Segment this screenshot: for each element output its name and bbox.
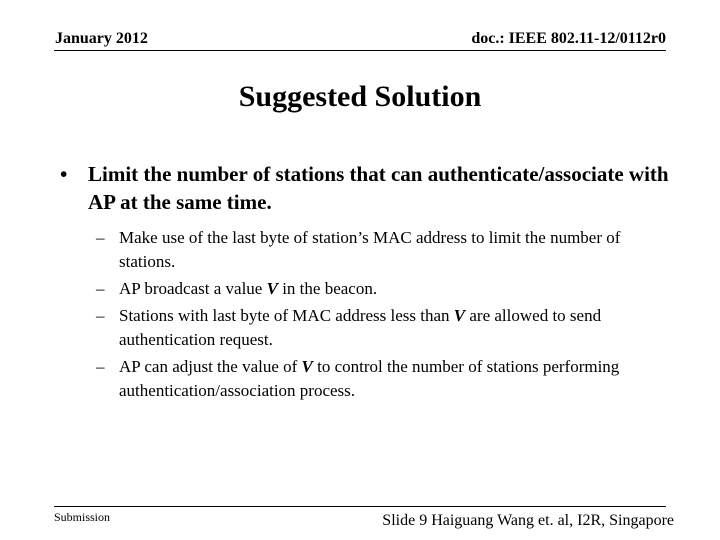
sub-bullet [96,304,670,352]
sub-bullet-text: AP broadcast a value V in the beacon. [119,279,378,298]
slide-title: Suggested Solution [238,80,482,113]
sub-bullet-marker: – [96,228,105,247]
variable-v: V [266,279,278,298]
variable-v: V [301,357,313,376]
header-doc-id: doc.: IEEE 802.11-12/0112r0 [471,30,666,47]
sub-bullet-marker: – [96,357,105,376]
header-divider [54,50,666,51]
sub-bullet-marker: – [96,279,105,298]
footer-submission: Submission [54,510,111,524]
sub-bullet [96,355,670,403]
sub-bullet-list [60,226,670,403]
sub-bullet-text: Stations with last byte of MAC address less than V are allowed to send authentication request. [119,306,602,349]
bullet-marker: • [60,162,68,186]
sub-bullet-text: AP can adjust the value of V to control the number of stations performing authentication/association process. [119,357,620,400]
footer-divider [54,506,666,507]
sub-bullet-text: Make use of the last byte of station’s MAC address to limit the number of stations. [119,228,621,271]
sub-bullet [96,226,670,274]
header-date: January 2012 [55,30,148,47]
main-bullet-text: Limit the number of stations that can authenticate/associate with AP at the same time. [88,162,669,214]
footer-slide-info: Slide 9 Haiguang Wang et. al, I2R, Singapore [382,512,674,529]
sub-bullet-marker: – [96,306,105,325]
slide-body [60,160,670,406]
main-bullet [60,160,670,216]
sub-bullet [96,277,670,301]
variable-v: V [453,306,466,325]
